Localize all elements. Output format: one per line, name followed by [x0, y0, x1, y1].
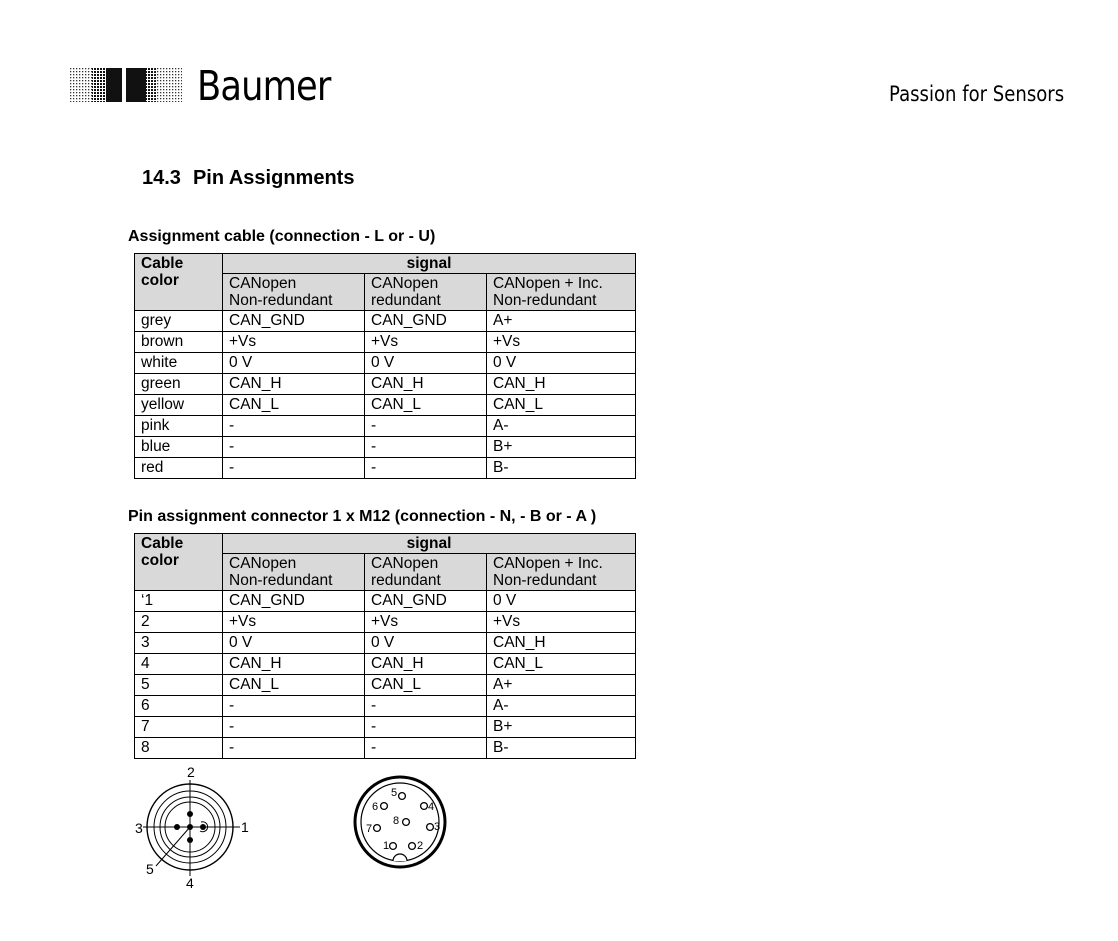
pin-label-8: 8 [393, 815, 400, 827]
row-label: 3 [135, 633, 223, 654]
table-row [135, 332, 636, 353]
canopen-redundant-cell: CAN_GND [365, 311, 487, 332]
section-title: Pin Assignments [192, 167, 355, 189]
sub-header-canopen-inc: CANopen + Inc. Non-redundant [487, 274, 636, 311]
canopen-redundant-cell: CAN_L [365, 675, 487, 696]
row-label: 4 [135, 654, 223, 675]
row-label: yellow [135, 395, 223, 416]
canopen-inc-cell: 0 V [487, 353, 636, 374]
canopen-redundant-cell: CAN_L [365, 395, 487, 416]
canopen-inc-cell: B- [487, 738, 636, 759]
canopen-non-redundant-cell: +Vs [223, 612, 365, 633]
pin-label-6: 6 [372, 801, 379, 813]
table-row [135, 717, 636, 738]
cable-color-header: Cable color [135, 534, 223, 591]
row-label: 5 [135, 675, 223, 696]
canopen-inc-cell: +Vs [487, 332, 636, 353]
pin-label-7: 7 [366, 823, 373, 835]
table-row [135, 458, 636, 479]
canopen-non-redundant-cell: - [223, 738, 365, 759]
pin-label-1: 1 [241, 819, 249, 835]
row-label: 7 [135, 717, 223, 738]
pin-label-3: 3 [135, 820, 143, 836]
sub-header-canopen-inc: CANopen + Inc. Non-redundant [487, 554, 636, 591]
table-row [135, 654, 636, 675]
pin-label-5: 5 [391, 787, 398, 799]
table-row [135, 633, 636, 654]
row-label: brown [135, 332, 223, 353]
cable-color-header: Cable color [135, 254, 223, 311]
m12-8pin-connector-diagram [350, 770, 460, 880]
canopen-inc-cell: B+ [487, 437, 636, 458]
pin-label-2: 2 [417, 840, 424, 852]
section-number: 14.3 [142, 167, 181, 189]
canopen-redundant-cell: +Vs [365, 612, 487, 633]
pin-label-1: 1 [383, 840, 390, 852]
row-label: blue [135, 437, 223, 458]
canopen-redundant-cell: - [365, 437, 487, 458]
row-label: green [135, 374, 223, 395]
pin-label-4: 4 [186, 875, 194, 891]
signal-header: signal [223, 254, 636, 274]
canopen-inc-cell: CAN_L [487, 654, 636, 675]
table-row [135, 738, 636, 759]
canopen-inc-cell: 0 V [487, 591, 636, 612]
canopen-redundant-cell: 0 V [365, 633, 487, 654]
sub-header-canopen-redundant: CANopen redundant [365, 274, 487, 311]
sub-header-canopen-redundant: CANopen redundant [365, 554, 487, 591]
canopen-non-redundant-cell: - [223, 696, 365, 717]
canopen-non-redundant-cell: - [223, 458, 365, 479]
row-label: red [135, 458, 223, 479]
sub-header-canopen-non-redundant: CANopen Non-redundant [223, 274, 365, 311]
table-row [135, 591, 636, 612]
row-label: 8 [135, 738, 223, 759]
signal-header: signal [223, 534, 636, 554]
canopen-non-redundant-cell: CAN_GND [223, 591, 365, 612]
canopen-non-redundant-cell: - [223, 717, 365, 738]
table-row [135, 675, 636, 696]
canopen-redundant-cell: +Vs [365, 332, 487, 353]
canopen-inc-cell: +Vs [487, 612, 636, 633]
table-row [135, 612, 636, 633]
canopen-inc-cell: A+ [487, 675, 636, 696]
sub-header-canopen-non-redundant: CANopen Non-redundant [223, 554, 365, 591]
canopen-redundant-cell: CAN_GND [365, 591, 487, 612]
pin-label-3: 3 [434, 821, 441, 833]
brand-name: Baumer [197, 62, 331, 110]
canopen-redundant-cell: - [365, 416, 487, 437]
cable-table-caption: Assignment cable (connection - L or - U) [128, 228, 436, 245]
canopen-non-redundant-cell: - [223, 437, 365, 458]
cable-assignment-table [134, 253, 636, 479]
tagline: Passion for Sensors [889, 82, 1065, 106]
table-row [135, 416, 636, 437]
row-label: 2 [135, 612, 223, 633]
table-row [135, 437, 636, 458]
pin-label-5: 5 [146, 861, 154, 877]
table-row [135, 311, 636, 332]
row-label: grey [135, 311, 223, 332]
canopen-non-redundant-cell: CAN_GND [223, 311, 365, 332]
pin-label-4: 4 [428, 801, 435, 813]
canopen-redundant-cell: - [365, 696, 487, 717]
canopen-non-redundant-cell: CAN_H [223, 654, 365, 675]
canopen-inc-cell: CAN_H [487, 633, 636, 654]
row-label: pink [135, 416, 223, 437]
table-row [135, 374, 636, 395]
pin-label-2: 2 [187, 764, 195, 780]
canopen-redundant-cell: CAN_H [365, 654, 487, 675]
canopen-inc-cell: A- [487, 416, 636, 437]
row-label: white [135, 353, 223, 374]
canopen-non-redundant-cell: CAN_L [223, 675, 365, 696]
canopen-non-redundant-cell: +Vs [223, 332, 365, 353]
table-row [135, 696, 636, 717]
canopen-inc-cell: CAN_H [487, 374, 636, 395]
canopen-redundant-cell: - [365, 738, 487, 759]
table-row [135, 353, 636, 374]
canopen-redundant-cell: - [365, 458, 487, 479]
canopen-redundant-cell: - [365, 717, 487, 738]
connector-assignment-table [134, 533, 636, 759]
table-row [135, 395, 636, 416]
canopen-redundant-cell: 0 V [365, 353, 487, 374]
canopen-non-redundant-cell: - [223, 416, 365, 437]
connector-table-caption: Pin assignment connector 1 x M12 (connection - N, - B or - A ) [128, 508, 597, 525]
canopen-non-redundant-cell: 0 V [223, 633, 365, 654]
canopen-inc-cell: A- [487, 696, 636, 717]
row-label: 6 [135, 696, 223, 717]
row-label: ‘1 [135, 591, 223, 612]
m12-5pin-connector-diagram [130, 762, 270, 892]
canopen-inc-cell: CAN_L [487, 395, 636, 416]
section-heading [142, 167, 354, 190]
baumer-logo-icon [70, 68, 182, 102]
canopen-non-redundant-cell: CAN_H [223, 374, 365, 395]
canopen-non-redundant-cell: 0 V [223, 353, 365, 374]
canopen-non-redundant-cell: CAN_L [223, 395, 365, 416]
canopen-inc-cell: B- [487, 458, 636, 479]
canopen-inc-cell: B+ [487, 717, 636, 738]
canopen-inc-cell: A+ [487, 311, 636, 332]
canopen-redundant-cell: CAN_H [365, 374, 487, 395]
